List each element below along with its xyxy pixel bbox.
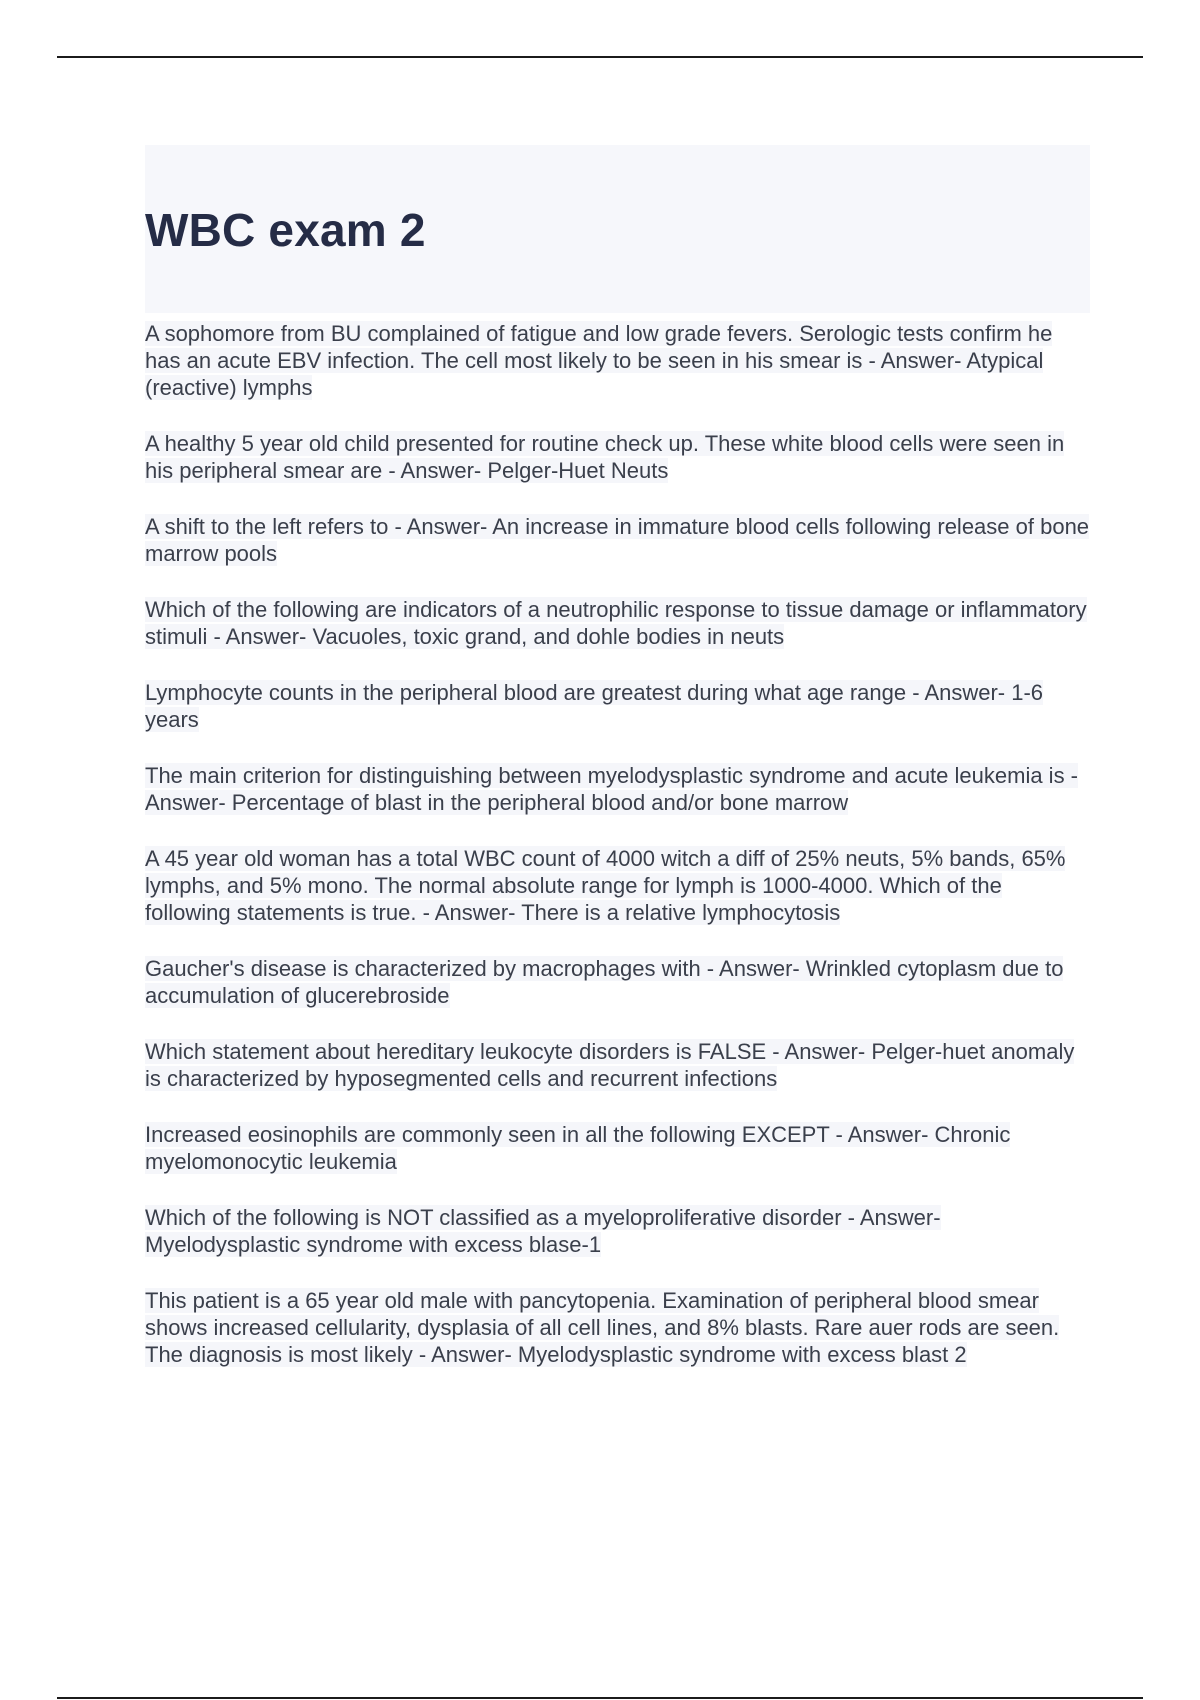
- qa-item: [145, 955, 1090, 1009]
- qa-text: Which of the following is NOT classified as a myeloproliferative disorder - Answer- Myelodysplastic syndrome with excess blase-1: [145, 1205, 941, 1257]
- qa-text: A sophomore from BU complained of fatigue and low grade fevers. Serologic tests confirm he has an acute EBV infection. The cell most likely to be seen in his smear is - Answer- Atypical (reactive) lymphs: [145, 321, 1053, 400]
- qa-item: [145, 1287, 1090, 1368]
- qa-text: A shift to the left refers to - Answer- An increase in immature blood cells following release of bone marrow pools: [145, 514, 1090, 566]
- top-rule: [57, 56, 1143, 58]
- qa-item: [145, 1038, 1090, 1092]
- qa-item: [145, 320, 1090, 401]
- qa-item: [145, 596, 1090, 650]
- qa-text: The main criterion for distinguishing between myelodysplastic syndrome and acute leukemia is - Answer- Percentage of blast in the peripheral blood and/or bone marrow: [145, 763, 1079, 815]
- qa-item: [145, 679, 1090, 733]
- qa-text: Which statement about hereditary leukocyte disorders is FALSE - Answer- Pelger-huet anomaly is characterized by hyposegmented cells and recurrent infections: [145, 1039, 1075, 1091]
- qa-item: [145, 1204, 1090, 1258]
- qa-text: Which of the following are indicators of a neutrophilic response to tissue damage or inflammatory stimuli - Answer- Vacuoles, toxic grand, and dohle bodies in neuts: [145, 597, 1087, 649]
- qa-item: [145, 1121, 1090, 1175]
- document-title: WBC exam 2: [145, 204, 426, 256]
- qa-item: [145, 513, 1090, 567]
- qa-text: This patient is a 65 year old male with pancytopenia. Examination of peripheral blood smear shows increased cellularity, dysplasia of all cell lines, and 8% blasts. Rare auer rods are seen. The diagnosis is most likely - Answer- Myelodysplastic syndrome with excess blast 2: [145, 1288, 1060, 1367]
- document-body: [145, 145, 1090, 1397]
- qa-text: Gaucher's disease is characterized by macrophages with - Answer- Wrinkled cytoplasm due to accumulation of glucerebroside: [145, 956, 1064, 1008]
- qa-text: A healthy 5 year old child presented for routine check up. These white blood cells were seen in his peripheral smear are - Answer- Pelger-Huet Neuts: [145, 431, 1065, 483]
- qa-item: [145, 762, 1090, 816]
- qa-list: [145, 320, 1090, 1368]
- qa-item: [145, 430, 1090, 484]
- qa-text: Lymphocyte counts in the peripheral blood are greatest during what age range - Answer- 1-6 years: [145, 680, 1044, 732]
- qa-text: A 45 year old woman has a total WBC count of 4000 witch a diff of 25% neuts, 5% bands, 65% lymphs, and 5% mono. The normal absolute range for lymph is 1000-4000. Which of the following statements is true. - Answer- There is a relative lymphocytosis: [145, 846, 1066, 925]
- title-block: [145, 145, 1090, 313]
- qa-text: Increased eosinophils are commonly seen in all the following EXCEPT - Answer- Chronic myelomonocytic leukemia: [145, 1122, 1011, 1174]
- bottom-rule: [57, 1697, 1143, 1699]
- qa-item: [145, 845, 1090, 926]
